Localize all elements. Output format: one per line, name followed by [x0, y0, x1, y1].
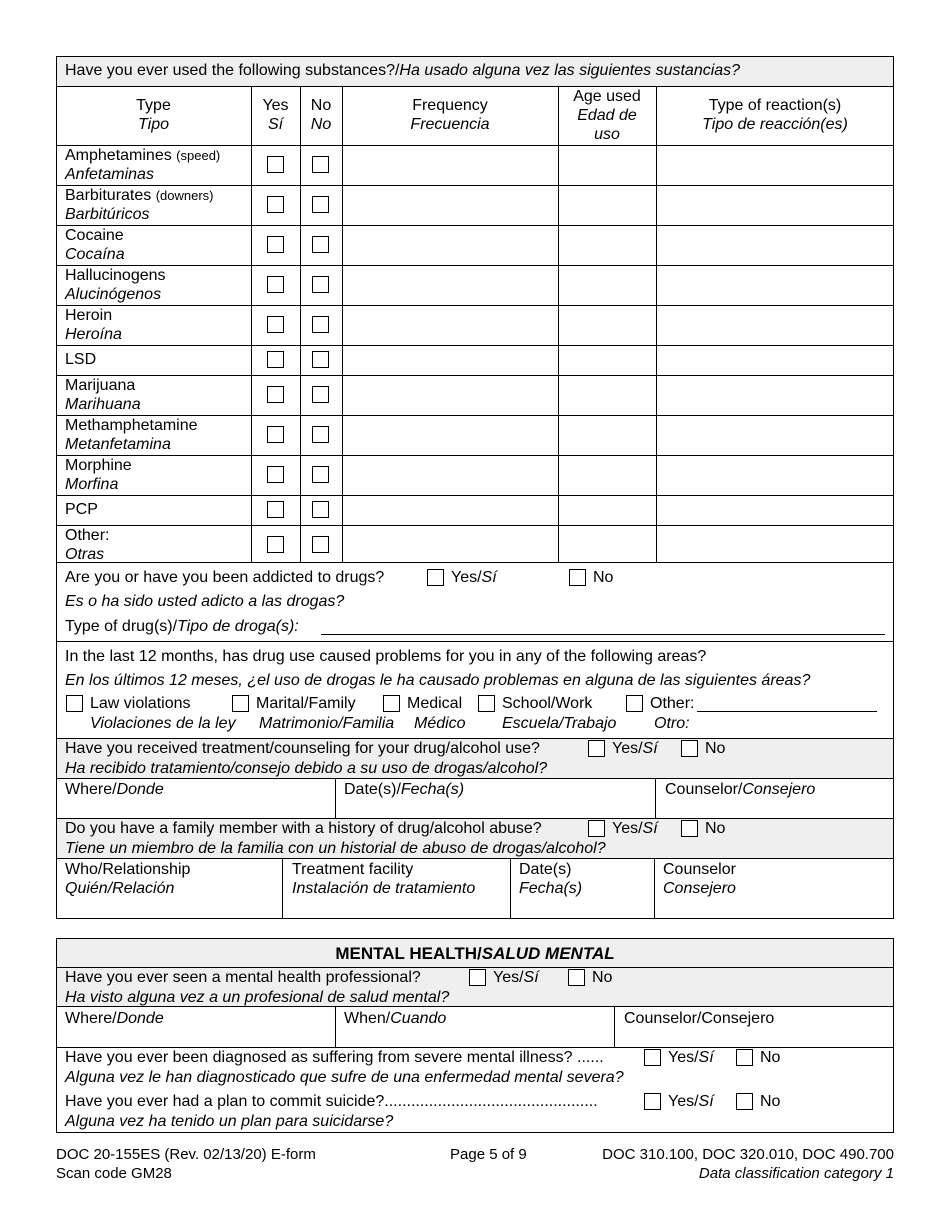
- substances-question: Have you ever used the following substances?/Ha usado alguna vez las siguientes sustancias?: [65, 62, 741, 79]
- mental-seen-yes-label: Yes/Sí: [493, 969, 539, 986]
- drug-section-frame: [56, 56, 894, 919]
- suicide-no-label: No: [760, 1093, 781, 1110]
- drug-type-label: Type of drug(s)/Tipo de droga(s):: [65, 618, 299, 635]
- family-who[interactable]: Who/Relationship Quién/Relación: [65, 861, 191, 897]
- school-label-es: Escuela/Trabajo: [502, 715, 617, 732]
- problems-question: In the last 12 months, has drug use caused problems for you in any of the following areas?: [65, 648, 707, 665]
- substance-name: Cocaine Cocaína: [65, 227, 125, 263]
- footer-classification: Data classification category 1: [698, 1165, 894, 1182]
- diagnosed-yes-checkbox[interactable]: [644, 1049, 661, 1066]
- substance-name: Barbiturates (downers) Barbitúricos: [65, 187, 214, 223]
- marital-label-es: Matrimonio/Familia: [259, 715, 395, 732]
- substance-name: Amphetamines (speed) Anfetaminas: [65, 147, 221, 183]
- header-yes: Yes Sí: [262, 97, 289, 133]
- diagnosed-no-checkbox[interactable]: [736, 1049, 753, 1066]
- family-dates[interactable]: Date(s) Fecha(s): [519, 861, 583, 897]
- mental-seen-question: Have you ever seen a mental health professional?: [65, 969, 421, 986]
- medical-label: Medical: [407, 695, 463, 712]
- substance-name: Heroin Heroína: [65, 307, 122, 343]
- addicted-question-es: Es o ha sido usted adicto a las drogas?: [65, 593, 345, 610]
- problems-question-es: En los últimos 12 meses, ¿el uso de drogas le ha causado problemas en alguna de las siguientes áreas?: [65, 672, 811, 689]
- header-age: Age used Edad de uso: [573, 88, 641, 143]
- mental-title: MENTAL HEALTH/SALUD MENTAL: [335, 944, 615, 963]
- law-label: Law violations: [90, 695, 191, 712]
- substance-name: Marijuana Marihuana: [65, 377, 141, 413]
- mental-where[interactable]: Where/Donde: [65, 1010, 164, 1027]
- substance-name: Hallucinogens Alucinógenos: [65, 267, 166, 303]
- treatment-question: Have you received treatment/counseling for your drug/alcohol use?: [65, 740, 540, 757]
- treatment-dates[interactable]: Date(s)/Fecha(s): [344, 781, 465, 798]
- law-label-es: Violaciones de la ley: [90, 715, 236, 732]
- footer-form-id: DOC 20-155ES (Rev. 02/13/20) E-form: [56, 1146, 316, 1163]
- treatment-yes-label: Yes/Sí: [612, 740, 658, 757]
- addicted-yes-label: Yes/Sí: [451, 569, 497, 586]
- substance-name: Methamphetamine Metanfetamina: [65, 417, 198, 453]
- footer-scan-code: Scan code GM28: [56, 1165, 172, 1182]
- header-no: No No: [310, 97, 332, 133]
- header-frequency: Frequency Frecuencia: [410, 97, 490, 133]
- footer-page: Page 5 of 9: [450, 1146, 527, 1163]
- suicide-question: Have you ever had a plan to commit suicide?................................................: [65, 1093, 598, 1110]
- suicide-yes-checkbox[interactable]: [644, 1093, 661, 1110]
- mental-counselor[interactable]: Counselor/Consejero: [624, 1010, 775, 1027]
- diagnosed-yes-label: Yes/Sí: [668, 1049, 714, 1066]
- header-reaction: Type of reaction(s) Tipo de reacción(es): [702, 97, 848, 133]
- suicide-yes-label: Yes/Sí: [668, 1093, 714, 1110]
- medical-label-es: Médico: [414, 715, 466, 732]
- family-counselor[interactable]: Counselor Consejero: [663, 861, 736, 897]
- treatment-counselor[interactable]: Counselor/Consejero: [665, 781, 816, 798]
- treatment-where[interactable]: Where/Donde: [65, 781, 164, 798]
- mental-seen-no-label: No: [592, 969, 613, 986]
- marital-label: Marital/Family: [256, 695, 356, 712]
- suicide-no-checkbox[interactable]: [736, 1093, 753, 1110]
- mental-seen-question-es: Ha visto alguna vez a un profesional de salud mental?: [65, 989, 450, 1006]
- diagnosed-question: Have you ever been diagnosed as suffering from severe mental illness? ......: [65, 1049, 604, 1066]
- substance-name: LSD: [65, 351, 97, 368]
- mental-seen-no-checkbox[interactable]: [568, 969, 585, 986]
- addicted-no-label: No: [593, 569, 614, 586]
- substance-name: Morphine Morfina: [65, 457, 132, 493]
- family-question-es: Tiene un miembro de la familia con un historial de abuso de drogas/alcohol?: [65, 840, 606, 857]
- substance-name: PCP: [65, 501, 98, 518]
- diagnosed-question-es: Alguna vez le han diagnosticado que sufre de una enfermedad mental severa?: [65, 1069, 624, 1086]
- family-facility[interactable]: Treatment facility Instalación de tratamiento: [292, 861, 476, 897]
- family-yes-label: Yes/Sí: [612, 820, 658, 837]
- family-question: Do you have a family member with a history of drug/alcohol abuse?: [65, 820, 542, 837]
- mental-seen-yes-checkbox[interactable]: [469, 969, 486, 986]
- footer-refs: DOC 310.100, DOC 320.010, DOC 490.700: [602, 1146, 894, 1163]
- other-label-es: Otro:: [654, 715, 690, 732]
- family-no-label: No: [705, 820, 726, 837]
- suicide-question-es: Alguna vez ha tenido un plan para suicidarse?: [65, 1113, 394, 1130]
- other-label: Other:: [650, 695, 695, 712]
- treatment-no-label: No: [705, 740, 726, 757]
- school-label: School/Work: [502, 695, 593, 712]
- treatment-question-es: Ha recibido tratamiento/consejo debido a su uso de drogas/alcohol?: [65, 760, 548, 777]
- substance-name: Other: Otras: [65, 527, 110, 563]
- mental-when[interactable]: When/Cuando: [344, 1010, 447, 1027]
- addicted-question: Are you or have you been addicted to drugs?: [65, 569, 385, 586]
- diagnosed-no-label: No: [760, 1049, 781, 1066]
- header-type: Type Tipo: [136, 97, 171, 133]
